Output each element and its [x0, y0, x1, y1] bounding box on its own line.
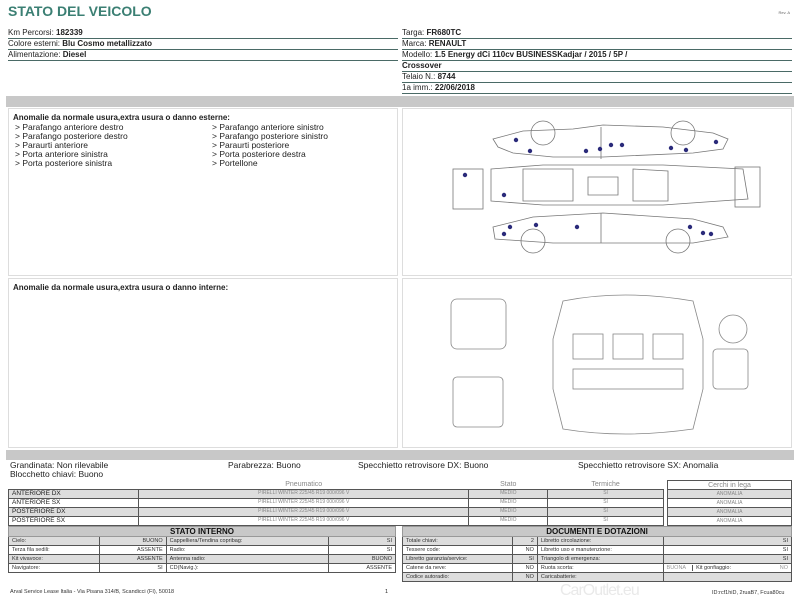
- item-label: Catene da neve:: [403, 564, 513, 573]
- rim-row: [668, 508, 792, 517]
- tire-pos: POSTERIORE SX: [9, 516, 139, 525]
- item-value: 2: [513, 537, 538, 546]
- header-stato: Stato: [469, 480, 548, 489]
- item-label: Caricabatterie:: [537, 573, 663, 582]
- field-label: Colore esterni:: [8, 39, 61, 48]
- vehicle-field: [402, 72, 792, 83]
- ruota-scorta-value: BUONA: [666, 564, 687, 571]
- damage-marker: [620, 143, 624, 147]
- vehicle-field: [8, 28, 398, 39]
- damage-item: > Paraurti anteriore: [15, 140, 88, 150]
- field-value: 1.5 Energy dCi 110cv BUSINESSKadjar / 2015 / 5P /: [434, 50, 628, 59]
- item-value: ASSENTE: [99, 546, 166, 555]
- tire-row: [9, 516, 664, 525]
- item-value: SI: [663, 555, 791, 564]
- field-value: Crossover: [402, 61, 442, 70]
- tire-termiche: SI: [548, 507, 664, 516]
- tire-pos: POSTERIORE DX: [9, 507, 139, 516]
- item-value: SI: [513, 555, 538, 564]
- item-label: Navigatore:: [9, 564, 100, 573]
- parabrezza: Parabrezza: Buono: [228, 460, 301, 470]
- vehicle-field: [402, 83, 792, 94]
- section-bar-2: [6, 450, 794, 460]
- damage-marker: [701, 231, 705, 235]
- specchietto-dx: Specchietto retrovisore DX: Buono: [358, 460, 489, 470]
- field-value: 22/06/2018: [434, 83, 475, 92]
- vehicle-field: [8, 50, 398, 61]
- damage-marker: [684, 148, 688, 152]
- item-row: [9, 546, 396, 555]
- item-value: [663, 573, 791, 582]
- item-value: SI: [99, 564, 166, 573]
- field-label: Alimentazione:: [8, 50, 61, 59]
- specchietto-sx: Specchietto retrovisore SX: Anomalia: [578, 460, 719, 470]
- item-value: BUONO: [329, 555, 396, 564]
- car-exterior-diagram: [403, 109, 793, 277]
- vehicle-field: [402, 39, 792, 50]
- tires-table: [8, 480, 664, 526]
- tire-termiche: SI: [548, 498, 664, 507]
- documenti-table: [402, 526, 792, 582]
- kit-value: NO: [779, 564, 788, 571]
- item-value: SI: [663, 546, 791, 555]
- item-value: [663, 564, 791, 573]
- item-value: SI: [329, 546, 396, 555]
- item-label: Libretto circolazione:: [537, 537, 663, 546]
- item-row: [9, 555, 396, 564]
- tire-stato: MEDIO: [469, 498, 548, 507]
- external-list-left: [15, 123, 128, 168]
- item-value: NO: [513, 573, 538, 582]
- tire-pos: ANTERIORE DX: [9, 489, 139, 498]
- tire-tire: PIRELLI WINTER 225/45 R19 000/096 V: [139, 507, 469, 516]
- external-damage-panel: [8, 108, 398, 276]
- item-label: Tessere code:: [403, 546, 513, 555]
- vehicle-field: [402, 50, 792, 61]
- rim-status: ANOMALIA: [668, 517, 792, 526]
- internal-car-diagram: [402, 278, 792, 448]
- rims-table: [667, 480, 792, 526]
- tire-stato: MEDIO: [469, 489, 548, 498]
- item-value: NO: [513, 564, 538, 573]
- page-number: 1: [385, 589, 389, 595]
- revision: Rev. A: [778, 10, 790, 15]
- documenti-title: DOCUMENTI E DOTAZIONI: [403, 527, 792, 537]
- damage-marker: [575, 225, 579, 229]
- tire-row: [9, 489, 664, 498]
- item-value: ASSENTE: [329, 564, 396, 573]
- stato-interno-table: [8, 526, 396, 573]
- item-value: SI: [663, 537, 791, 546]
- kit-label: Kit gonfiaggio:: [692, 565, 731, 571]
- item-label: Cappelliera/Tendina copribag:: [166, 537, 329, 546]
- rim-row: [668, 517, 792, 526]
- damage-marker: [514, 138, 518, 142]
- item-label: Triangolo di emergenza:: [537, 555, 663, 564]
- field-label: Modello:: [402, 50, 433, 59]
- damage-marker: [534, 223, 538, 227]
- item-row: [403, 573, 792, 582]
- item-row: [403, 537, 792, 546]
- item-label: Libretto garanzia/service:: [403, 555, 513, 564]
- tire-pos: ANTERIORE SX: [9, 498, 139, 507]
- field-value: RENAULT: [428, 39, 467, 48]
- internal-heading: Anomalie da normale usura,extra usura o danno interne:: [13, 283, 229, 292]
- damage-marker: [598, 147, 602, 151]
- tire-tire: PIRELLI WINTER 225/45 R19 000/096 V: [139, 516, 469, 525]
- item-value: BUONO: [99, 537, 166, 546]
- damage-marker: [508, 225, 512, 229]
- rim-row: [668, 490, 792, 499]
- damage-item: > Parafango anteriore sinistro: [212, 122, 324, 132]
- damage-item: > Porta anteriore sinistra: [15, 149, 108, 159]
- footer-code: ID:rcf1hiD, 2ruaB7, Fcua80cu: [712, 590, 785, 596]
- damage-marker: [669, 146, 673, 150]
- rim-status: ANOMALIA: [668, 508, 792, 517]
- external-list-right: [212, 123, 328, 168]
- field-value: Diesel: [62, 50, 87, 59]
- damage-item: > Parafango posteriore sinistro: [212, 131, 328, 141]
- field-value: FR680TC: [426, 28, 462, 37]
- item-value: SI: [329, 537, 396, 546]
- rim-row: [668, 499, 792, 508]
- header-termiche: Termiche: [548, 480, 664, 489]
- damage-item: > Parafango posteriore destro: [15, 131, 128, 141]
- item-label: Cielo:: [9, 537, 100, 546]
- header-position: [9, 480, 139, 489]
- rim-status: ANOMALIA: [668, 499, 792, 508]
- tire-tire: PIRELLI WINTER 225/45 R19 000/096 V: [139, 489, 469, 498]
- tire-stato: MEDIO: [469, 516, 548, 525]
- item-label: CD(Navig.):: [166, 564, 329, 573]
- stato-interno-title: STATO INTERNO: [9, 527, 396, 537]
- item-label: Codice autoradio:: [403, 573, 513, 582]
- damage-marker: [688, 225, 692, 229]
- item-value: ASSENTE: [99, 555, 166, 564]
- header-pneumatico: Pneumatico: [139, 480, 469, 489]
- field-label: Km Percorsi:: [8, 28, 54, 37]
- item-row: [403, 546, 792, 555]
- item-label: Antenna radio:: [166, 555, 329, 564]
- item-row: [9, 564, 396, 573]
- field-value: 8744: [437, 72, 456, 81]
- item-row: [403, 555, 792, 564]
- item-label: Totale chiavi:: [403, 537, 513, 546]
- external-heading: Anomalie da normale usura,extra usura o danno esterne:: [13, 113, 230, 122]
- rim-status: ANOMALIA: [668, 490, 792, 499]
- tire-stato: MEDIO: [469, 507, 548, 516]
- field-value: 182339: [56, 28, 83, 37]
- damage-item: > Porta posteriore sinistra: [15, 158, 113, 168]
- damage-item: > Porta posteriore destra: [212, 149, 306, 159]
- item-row: [403, 564, 792, 573]
- item-value: NO: [513, 546, 538, 555]
- header-cerchi: Cerchi in lega: [668, 481, 792, 490]
- item-row: [9, 537, 396, 546]
- field-label: Targa:: [402, 28, 425, 37]
- blocchetto-chiavi: Blocchetto chiavi: Buono: [10, 469, 104, 479]
- page-title: STATO DEL VEICOLO: [8, 3, 152, 19]
- external-car-diagram: [402, 108, 792, 276]
- damage-marker: [584, 149, 588, 153]
- item-label: Libretto uso e manutenzione:: [537, 546, 663, 555]
- field-label: Marca:: [402, 39, 427, 48]
- field-label: 1a imm.:: [402, 83, 433, 92]
- damage-marker: [502, 232, 506, 236]
- tire-row: [9, 507, 664, 516]
- field-label: Telaio N.:: [402, 72, 436, 81]
- item-label: Kit vivavoce:: [9, 555, 100, 564]
- damage-item: > Portellone: [212, 158, 258, 168]
- damage-marker: [714, 140, 718, 144]
- vehicle-field: [402, 28, 792, 39]
- grandinata: Grandinata: Non rilevabile: [10, 460, 109, 470]
- damage-item: > Paraurti posteriore: [212, 140, 290, 150]
- damage-marker: [709, 232, 713, 236]
- damage-marker: [528, 149, 532, 153]
- damage-marker: [502, 193, 506, 197]
- watermark: CarOutlet.eu: [560, 582, 639, 599]
- tire-row: [9, 498, 664, 507]
- car-interior-diagram: [403, 279, 793, 449]
- section-bar: [6, 96, 794, 107]
- item-label: Radio:: [166, 546, 329, 555]
- footer-address: Arval Service Lease Italia - Via Pisana 314/B, Scandicci (FI), 50018: [10, 589, 175, 595]
- damage-marker: [609, 143, 613, 147]
- field-value: Blu Cosmo metallizzato: [62, 39, 153, 48]
- vehicle-field: [8, 39, 398, 50]
- internal-damage-panel: [8, 278, 398, 448]
- tire-termiche: SI: [548, 489, 664, 498]
- item-label: Terza fila sedili:: [9, 546, 100, 555]
- damage-item: > Parafango anteriore destro: [15, 122, 124, 132]
- tire-termiche: SI: [548, 516, 664, 525]
- tire-tire: PIRELLI WINTER 225/45 R19 000/096 V: [139, 498, 469, 507]
- item-label: Ruota scorta:: [537, 564, 663, 573]
- damage-marker: [463, 173, 467, 177]
- vehicle-field: [402, 61, 792, 72]
